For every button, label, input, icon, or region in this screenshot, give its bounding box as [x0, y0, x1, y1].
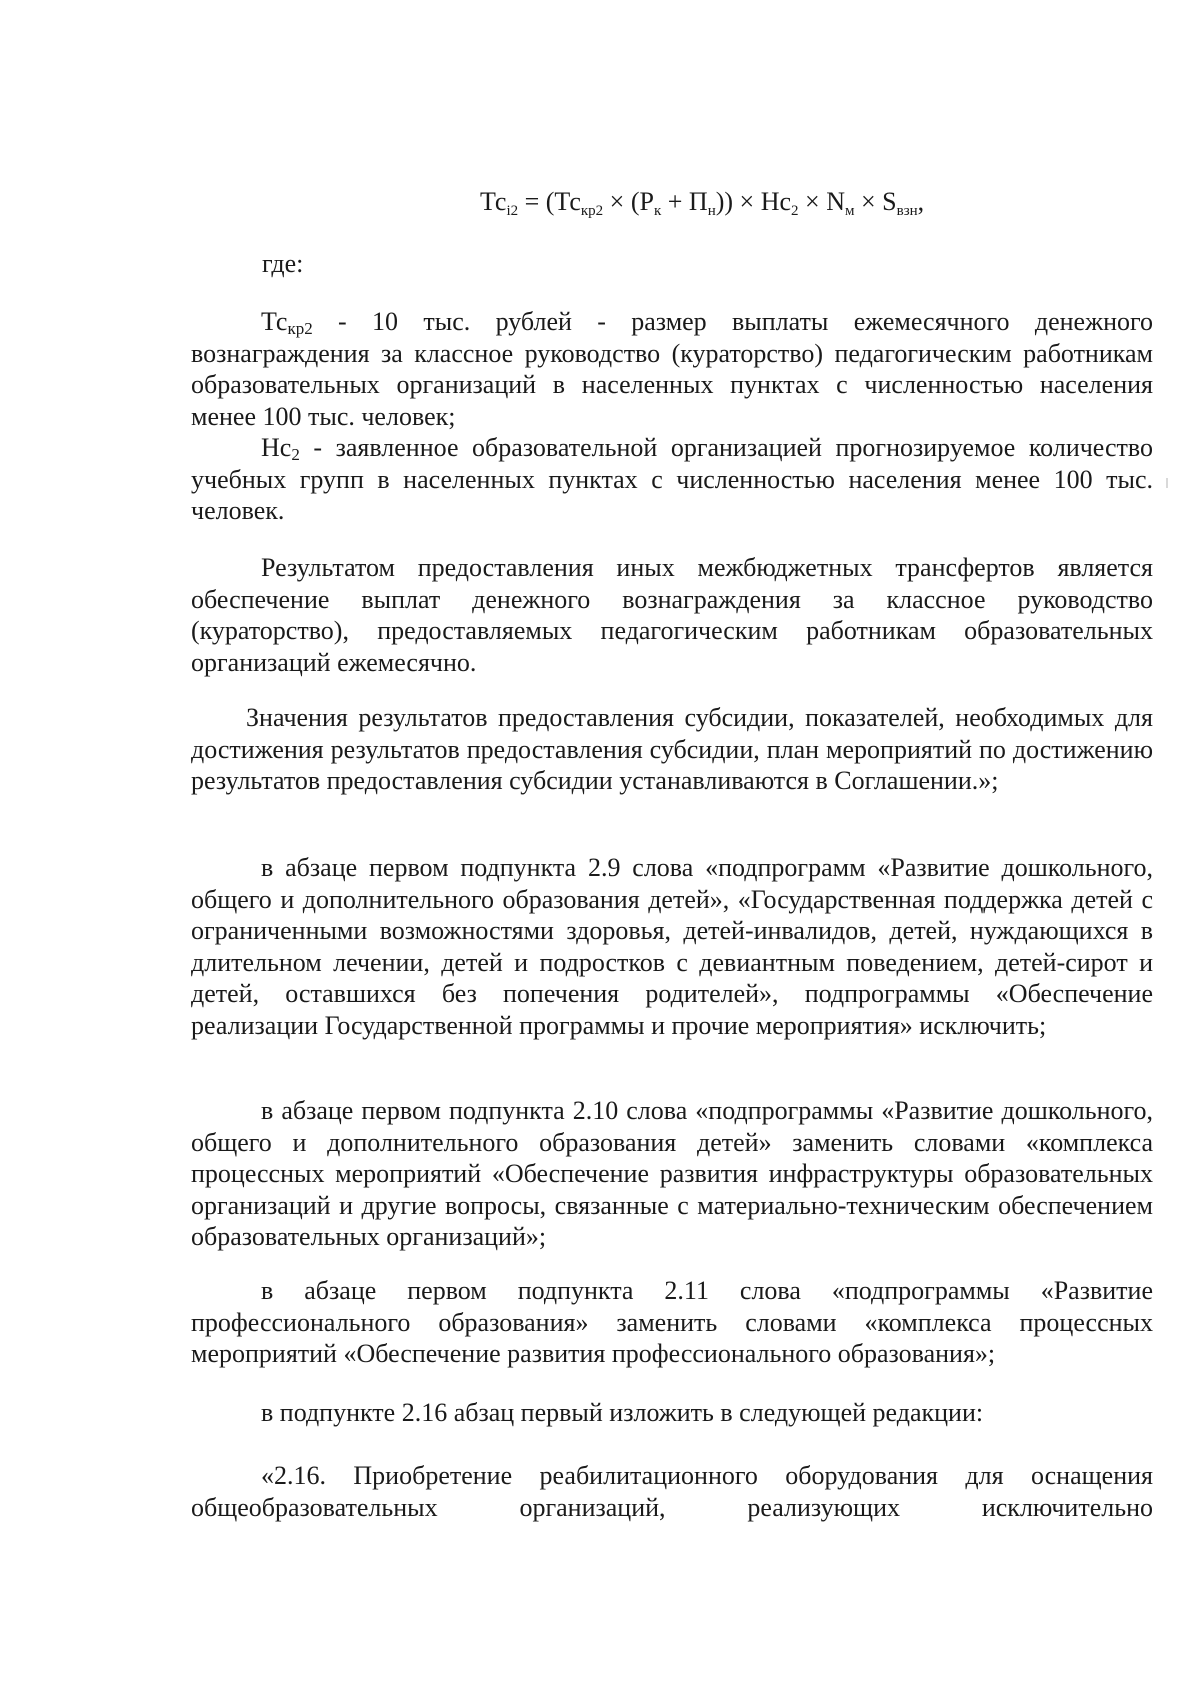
formula-text: = (Тс	[518, 187, 581, 216]
symbol: Нс	[261, 433, 292, 462]
symbol: Тс	[261, 307, 288, 336]
formula-text: × N	[798, 187, 845, 216]
formula-text: + П	[661, 187, 708, 216]
paragraph-2-10: в абзаце первом подпункта 2.10 слова «подпрограммы «Развитие дошкольного, общего и дополнительного образования детей» заменить словами «комплекса процессных мероприятий «Обеспечение развития инфраструктуры образовательных организаций и другие вопросы, связанные с материально-техническим обеспечением образовательных организаций»;	[191, 1096, 1153, 1251]
formula-sub: н	[707, 203, 716, 219]
definition-nc	[191, 432, 1153, 527]
formula-text: ,	[917, 187, 925, 216]
paragraph-result: Результатом предоставления иных межбюджетных трансфертов является обеспечение выплат денежного вознаграждения за классное руководство (кураторство), предоставляемых педагогическим работникам образовательных организаций ежемесячно.	[191, 553, 1153, 677]
definition-text: - 10 тыс. рублей - размер выплаты ежемесячного денежного вознаграждения за классное руководство (кураторство) педагогическим работникам образовательных организаций в населенных пунктах с численностью населения менее 100 тыс. человек;	[191, 307, 1153, 431]
paragraph-2-11: в абзаце первом подпункта 2.11 слова «подпрограммы «Развитие профессионального образования» заменить словами «комплекса процессных мероприятий «Обеспечение развития профессионального образования»;	[191, 1276, 1153, 1368]
scan-mark	[1166, 478, 1168, 488]
symbol-sub: кр2	[287, 319, 313, 338]
formula	[480, 186, 924, 218]
formula-text: × S	[854, 187, 897, 216]
formula-sub: м	[844, 203, 855, 219]
formula-sub: 2	[791, 203, 799, 219]
where-label: где:	[262, 249, 304, 278]
formula-text: × (Р	[603, 187, 654, 216]
formula-lhs: Тс	[480, 187, 507, 216]
symbol-sub: 2	[291, 445, 300, 464]
formula-sub: i2	[506, 203, 519, 219]
definition-tc	[191, 306, 1153, 432]
formula-text: )) × Нс	[715, 187, 792, 216]
formula-sub: к	[653, 203, 662, 219]
formula-sub: кр2	[580, 203, 604, 219]
definition-text: - заявленное образовательной организацией прогнозируемое количество учебных групп в населенных пунктах с численностью населения менее 100 тыс. человек.	[191, 433, 1153, 525]
paragraph-values: Значения результатов предоставления субсидии, показателей, необходимых для достижения результатов предоставления субсидии, план мероприятий по достижению результатов предоставления субсидии устанавливаются в Соглашении.»;	[191, 703, 1153, 795]
paragraph-2-16-text: «2.16. Приобретение реабилитационного оборудования для оснащения общеобразовательных организаций, реализующих исключительно	[191, 1461, 1153, 1522]
paragraph-2-9: в абзаце первом подпункта 2.9 слова «подпрограмм «Развитие дошкольного, общего и дополнительного образования детей», «Государственная поддержка детей с ограниченными возможностями здоровья, детей-инвалидов, детей, нуждающихся в длительном лечении, детей и подростков с девиантным поведением, детей-сирот и детей, оставшихся без попечения родителей», подпрограммы «Обеспечение реализации Государственной программы и прочие мероприятия» исключить;	[191, 853, 1153, 1040]
formula-sub: взн	[896, 203, 918, 219]
paragraph-2-16: в подпункте 2.16 абзац первый изложить в следующей редакции:	[261, 1398, 984, 1427]
